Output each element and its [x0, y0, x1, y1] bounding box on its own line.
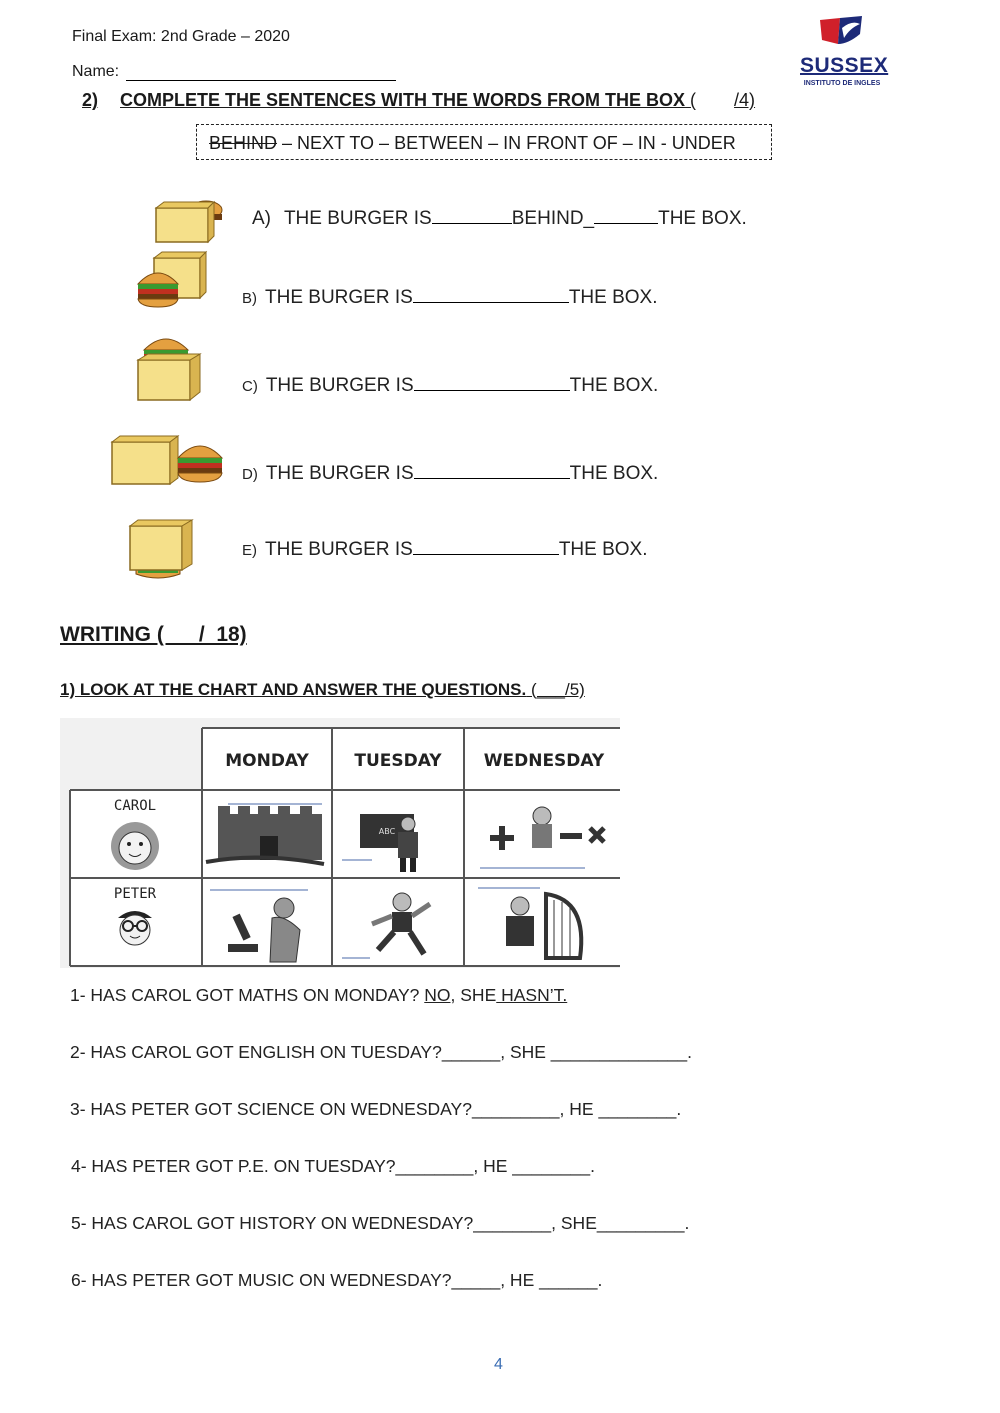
row-name-carol: CAROL [113, 798, 157, 814]
sentence-a: A) THE BURGER IS BEHIND_ THE BOX. [252, 205, 747, 230]
section2-title [82, 90, 755, 111]
question-1-answer-1[interactable]: NO, [424, 985, 456, 1005]
burger-behind-box-icon [152, 200, 226, 246]
section2-score: /4) [734, 90, 756, 110]
burger-next-to-box-icon [108, 434, 224, 488]
schedule-chart [60, 718, 620, 968]
question-5: 5- HAS CAROL GOT HISTORY ON WEDNESDAY?________, SHE_________. [71, 1213, 690, 1233]
section2-number: 2) [82, 90, 99, 110]
name-input-line[interactable] [126, 80, 396, 81]
question-2: 2- HAS CAROL GOT ENGLISH ON TUESDAY?______, SHE ______________. [70, 1042, 692, 1062]
question-5-blank-2[interactable]: _________ [596, 1213, 685, 1233]
sentence-a-answer[interactable]: BEHIND_ [511, 208, 595, 229]
sentence-e-blank[interactable] [413, 536, 559, 555]
writing-title: WRITING ( / 18) [60, 623, 247, 646]
day-header-wednesday: WEDNESDAY [483, 751, 605, 771]
sussex-flag-icon [800, 14, 884, 58]
row-name-peter: PETER [113, 886, 157, 902]
question-6-blank-2[interactable]: ______ [539, 1270, 598, 1290]
burger-in-front-of-box-icon [136, 250, 210, 310]
q1-title: 1) LOOK AT THE CHART AND ANSWER THE QUESTIONS. (___/5) [60, 680, 585, 699]
carol-avatar-icon [111, 822, 159, 870]
word-box [196, 124, 772, 160]
name-label: Name: [72, 63, 120, 80]
sentence-d-blank[interactable] [414, 460, 570, 479]
question-1: 1- HAS CAROL GOT MATHS ON MONDAY? NO, SHE HASN’T. [70, 985, 568, 1005]
logo-brand: SUSSEX [800, 54, 889, 77]
question-2-blank-1[interactable]: ______ [441, 1042, 501, 1062]
section2-score-open: ( [690, 90, 697, 110]
question-4-blank-1[interactable]: ________ [395, 1156, 474, 1176]
peter-avatar-icon [118, 911, 152, 945]
sussex-logo [800, 14, 889, 90]
q1-score: (___/5) [530, 680, 585, 699]
question-2-blank-2[interactable]: ______________ [550, 1042, 688, 1062]
word-box-struck-word: BEHIND [209, 133, 278, 153]
question-6-blank-1[interactable]: _____ [451, 1270, 501, 1290]
svg-text:ABC: ABC [378, 827, 396, 836]
sentence-c-blank[interactable] [414, 372, 570, 391]
question-1-answer-2[interactable]: HASN’T. [496, 985, 568, 1005]
sentence-b-blank[interactable] [413, 284, 569, 303]
question-5-blank-1[interactable]: ________ [473, 1213, 552, 1233]
day-header-tuesday: TUESDAY [354, 751, 442, 771]
day-header-monday: MONDAY [225, 751, 309, 771]
sentence-a-blank-1[interactable] [432, 205, 512, 224]
sentence-c: C) THE BURGER IS THE BOX. [242, 372, 658, 397]
page-number: 4 [494, 1356, 503, 1373]
sentence-a-blank-2[interactable] [594, 205, 658, 224]
question-4: 4- HAS PETER GOT P.E. ON TUESDAY?________, HE ________. [71, 1156, 596, 1176]
word-box-words: – NEXT TO – BETWEEN – IN FRONT OF – IN - UNDER [277, 133, 736, 153]
sentence-d: D) THE BURGER IS THE BOX. [242, 460, 658, 485]
sentence-b: B) THE BURGER IS THE BOX. [242, 284, 658, 309]
burger-on-box-icon [134, 330, 208, 402]
logo-subtitle: INSTITUTO DE INGLES [803, 80, 881, 87]
question-3-blank-1[interactable]: _________ [471, 1099, 560, 1119]
exam-title: Final Exam: 2nd Grade – 2020 [72, 28, 290, 45]
sentence-e: E) THE BURGER IS THE BOX. [242, 536, 648, 561]
section2-instructions: COMPLETE THE SENTENCES WITH THE WORDS FROM THE BOX [120, 90, 686, 110]
question-4-blank-2[interactable]: ________ [512, 1156, 591, 1176]
question-6: 6- HAS PETER GOT MUSIC ON WEDNESDAY?_____, HE ______. [71, 1270, 603, 1290]
history-castle-icon [206, 804, 324, 864]
burger-under-box-icon [126, 518, 196, 582]
question-3-blank-2[interactable]: ________ [598, 1099, 677, 1119]
question-3: 3- HAS PETER GOT SCIENCE ON WEDNESDAY?_________, HE ________. [70, 1099, 682, 1119]
